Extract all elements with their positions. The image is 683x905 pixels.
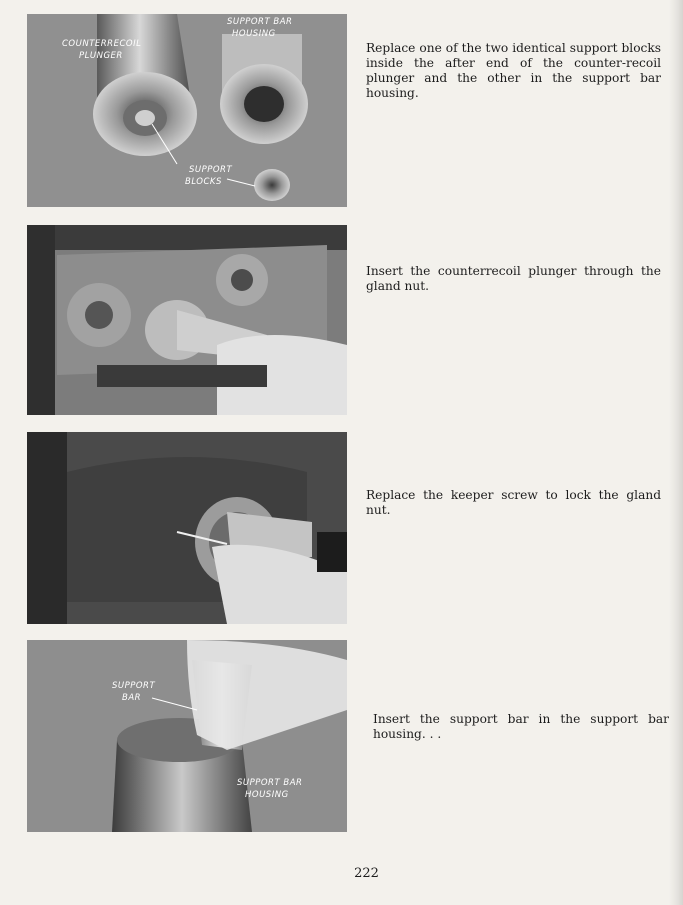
callout-housing: HOUSING — [245, 790, 289, 800]
callout-housing: HOUSING — [232, 29, 276, 39]
photo-insert-plunger — [27, 225, 347, 415]
photo-support-blocks — [27, 14, 347, 207]
caption-insert-plunger: Insert the counterrecoil plunger through the gland nut. — [366, 264, 661, 293]
callout-support-bar: SUPPORT BAR — [237, 778, 303, 788]
callout-bar: BAR — [122, 693, 142, 703]
callout-support: SUPPORT — [112, 681, 156, 691]
caption-support-bar: Insert the support bar in the support bar housing. . . — [373, 712, 669, 741]
callout-support-bar: SUPPORT BAR — [227, 17, 293, 27]
callout-counterrecoil: COUNTERRECOIL — [62, 39, 142, 49]
callout-plunger: PLUNGER — [79, 51, 123, 61]
page-number: 222 — [354, 866, 379, 881]
photo-keeper-screw — [27, 432, 347, 624]
caption-support-blocks: Replace one of the two identical support blocks inside the after end of the counter-recoil plunger and the other in the support bar housing. — [366, 41, 661, 100]
callout-blocks: BLOCKS — [185, 177, 222, 187]
callout-support: SUPPORT — [189, 165, 233, 175]
photo-support-bar — [27, 640, 347, 832]
caption-keeper-screw: Replace the keeper screw to lock the gland nut. — [366, 488, 661, 517]
page-edge-shadow — [669, 0, 683, 905]
